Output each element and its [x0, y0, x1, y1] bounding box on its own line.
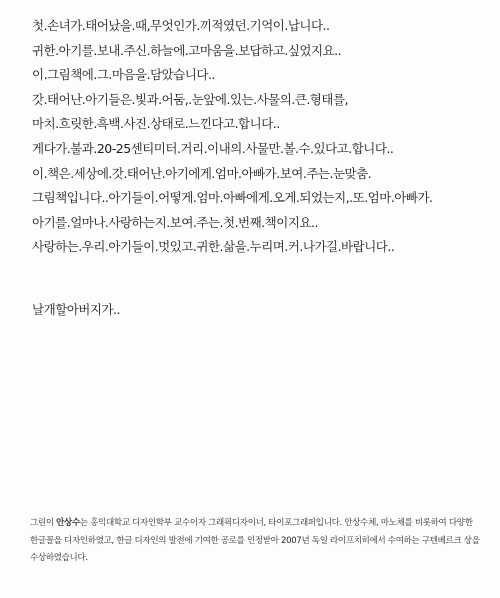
text-line-4: 갓.태어난.아기들은.빛과.어둠,.눈앞에.있는.사물의.큰.형태를, — [32, 91, 349, 107]
text-line-10: 사랑하는.우리.아기들이.멋있고.귀한.삶을.누리며.커.나가길.바랍니다.. — [32, 239, 395, 255]
text-line-8: 그림책입니다..아기들이.어떻게.엄마.아빠에게.오게.되었는지,.또.엄마.아빠가. — [32, 190, 433, 206]
illustrator-bio — [30, 515, 478, 568]
illustrator-name: 안상수 — [56, 518, 80, 528]
text-line-1: 첫.손녀가.태어났을.때,무엇인가.끼적였던.기억이.납니다.. — [32, 18, 330, 33]
bio-line-1-rest: 는 홍익대학교 디자인학부 교수이자 그래픽디자이너, 타이포그래퍼입니다. 안상수체, 마노체를 비롯하여 다양한 — [79, 518, 473, 528]
bio-line-3: 수상하였습니다. — [30, 553, 88, 563]
text-line-3: 이.그림책에.그.마음을.담았습니다.. — [32, 67, 215, 83]
text-line-6: 게다가.불과.20-25센티미터.거리.이내의.사물만.볼.수.있다고.합니다.. — [32, 140, 394, 156]
text-line-9: 아기를.얼마나.사랑하는지.보여.주는.첫.번째.책이지요.. — [32, 214, 318, 230]
text-line-7: 이.책은.세상에.갓.태어난.아기에게.엄마.아빠가.보여.주는.눈맞춤. — [32, 165, 372, 181]
bio-prefix: 그린이 — [30, 518, 57, 528]
bio-line-1 — [30, 515, 478, 533]
text-line-2: 귀한.아기를.보내.주신.하늘에.고마움을.보답하고.싶었지요.. — [32, 42, 342, 58]
signature-line: 날개할아버지가.. — [32, 302, 120, 317]
main-text-block — [32, 14, 472, 260]
bio-line-2: 한글꼴을 디자인하였고, 한글 디자인의 발전에 기여한 공로를 인정받아 2007년 독일 라이프치히에서 수여하는 구텐베르크 상을 — [30, 535, 480, 546]
text-line-5: 마치.흐릿한.흑백.사진.상태로.느낀다고.합니다.. — [32, 116, 280, 132]
